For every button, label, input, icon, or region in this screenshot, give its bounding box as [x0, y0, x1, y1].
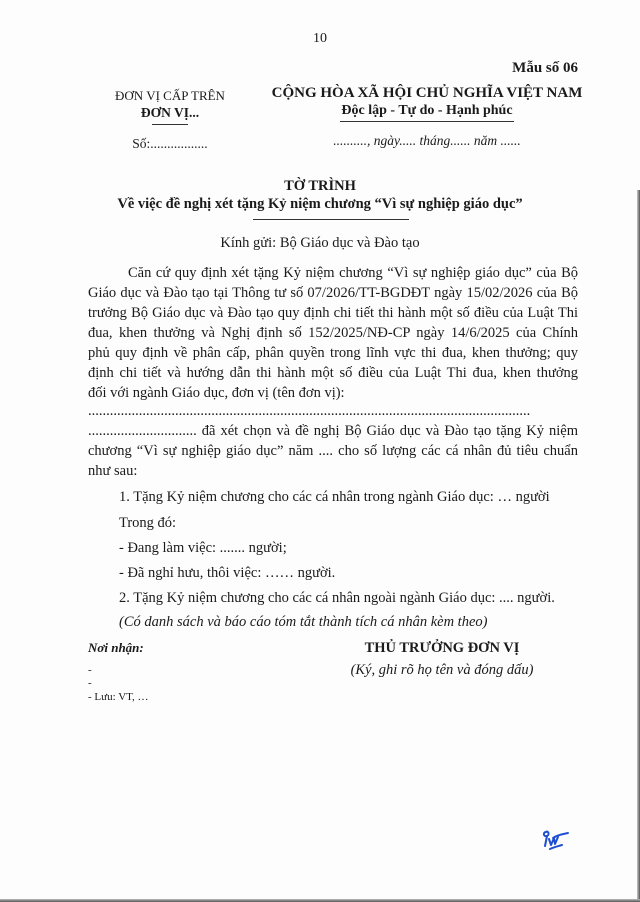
place-date-line: .........., ngày..... tháng...... năm ...... — [333, 133, 521, 148]
subject-underline — [253, 219, 409, 220]
national-title: CỘNG HÒA XÃ HỘI CHỦ NGHĨA VIỆT NAM — [271, 85, 583, 101]
document-number: Số:................. — [132, 136, 208, 151]
document-subject: Về việc đề nghị xét tặng Kỷ niệm chương “Vì sự nghiệp giáo dục” — [117, 196, 523, 212]
form-number: Mẫu số 06 — [512, 60, 578, 76]
body-line: phủ quy định về phân cấp, phân quyền trong lĩnh vực thi đua, khen thưởng; quy — [88, 345, 578, 361]
signer-note: (Ký, ghi rõ họ tên và đóng dấu) — [350, 662, 534, 678]
issuing-unit-block — [95, 88, 245, 152]
handwritten-initials-icon — [540, 826, 572, 852]
recipients-title: Nơi nhận: — [88, 640, 144, 655]
national-header-block — [262, 85, 592, 149]
list-item: 1. Tặng Kỷ niệm chương cho các cá nhân trong ngành Giáo dục: … người — [119, 489, 550, 505]
list-item: Trong đó: — [119, 515, 177, 531]
page-number: 10 — [313, 31, 327, 46]
signer-title: THỦ TRƯỞNG ĐƠN VỊ — [364, 640, 520, 656]
body-line: định chi tiết và hướng dẫn thi hành một số điều của Luật Thi đua, khen thưởng — [88, 365, 578, 381]
list-item: 2. Tặng Kỷ niệm chương cho các cá nhân ngoài ngành Giáo dục: .... người. — [119, 590, 555, 606]
recipient-item: - — [88, 677, 92, 689]
list-item: - Đang làm việc: ....... người; — [119, 540, 287, 556]
list-item: - Đã nghỉ hưu, thôi việc: …… người. — [119, 565, 336, 581]
body-line: như sau: — [88, 463, 138, 479]
unit-underline — [152, 124, 188, 125]
document-title: TỜ TRÌNH — [284, 178, 356, 194]
body-line: đua, khen thưởng và Nghị định số 152/2025/NĐ-CP ngày 14/6/2025 của Chính — [88, 325, 578, 341]
body-line: chương “Vì sự nghiệp giáo dục” năm .... cho số lượng các cá nhân đủ tiêu chuẩn — [88, 443, 578, 459]
attachment-note: (Có danh sách và báo cáo tóm tắt thành tích cá nhân kèm theo) — [119, 614, 488, 630]
motto-underline — [340, 121, 514, 122]
recipient-item: - — [88, 664, 92, 676]
recipient-line: Kính gửi: Bộ Giáo dục và Đào tạo — [220, 235, 420, 251]
body-line: Giáo dục và Đào tạo tại Thông tư số 07/2026/TT-BGDĐT ngày 15/02/2026 của Bộ — [88, 285, 578, 301]
national-motto: Độc lập - Tự do - Hạnh phúc — [341, 103, 513, 118]
body-line: Căn cứ quy định xét tặng Kỷ niệm chương “Vì sự nghiệp giáo dục” của Bộ — [128, 265, 578, 281]
body-line: .............................. đã xét chọn và đề nghị Bộ Giáo dục và Đào tạo tặng Kỷ niệm — [88, 423, 578, 439]
body-line: đối với ngành Giáo dục, đơn vị (tên đơn vị): — [88, 385, 345, 401]
unit-name: ĐƠN VỊ... — [140, 105, 200, 120]
parent-unit: ĐƠN VỊ CẤP TRÊN — [115, 88, 225, 103]
blank-fill-line: .......................................................................................................................... — [88, 403, 531, 419]
body-line: trưởng Bộ Giáo dục và Đào tạo quy định chi tiết thi hành một số điều của Luật Thi — [88, 305, 578, 321]
recipient-item: - Lưu: VT, … — [88, 691, 149, 703]
